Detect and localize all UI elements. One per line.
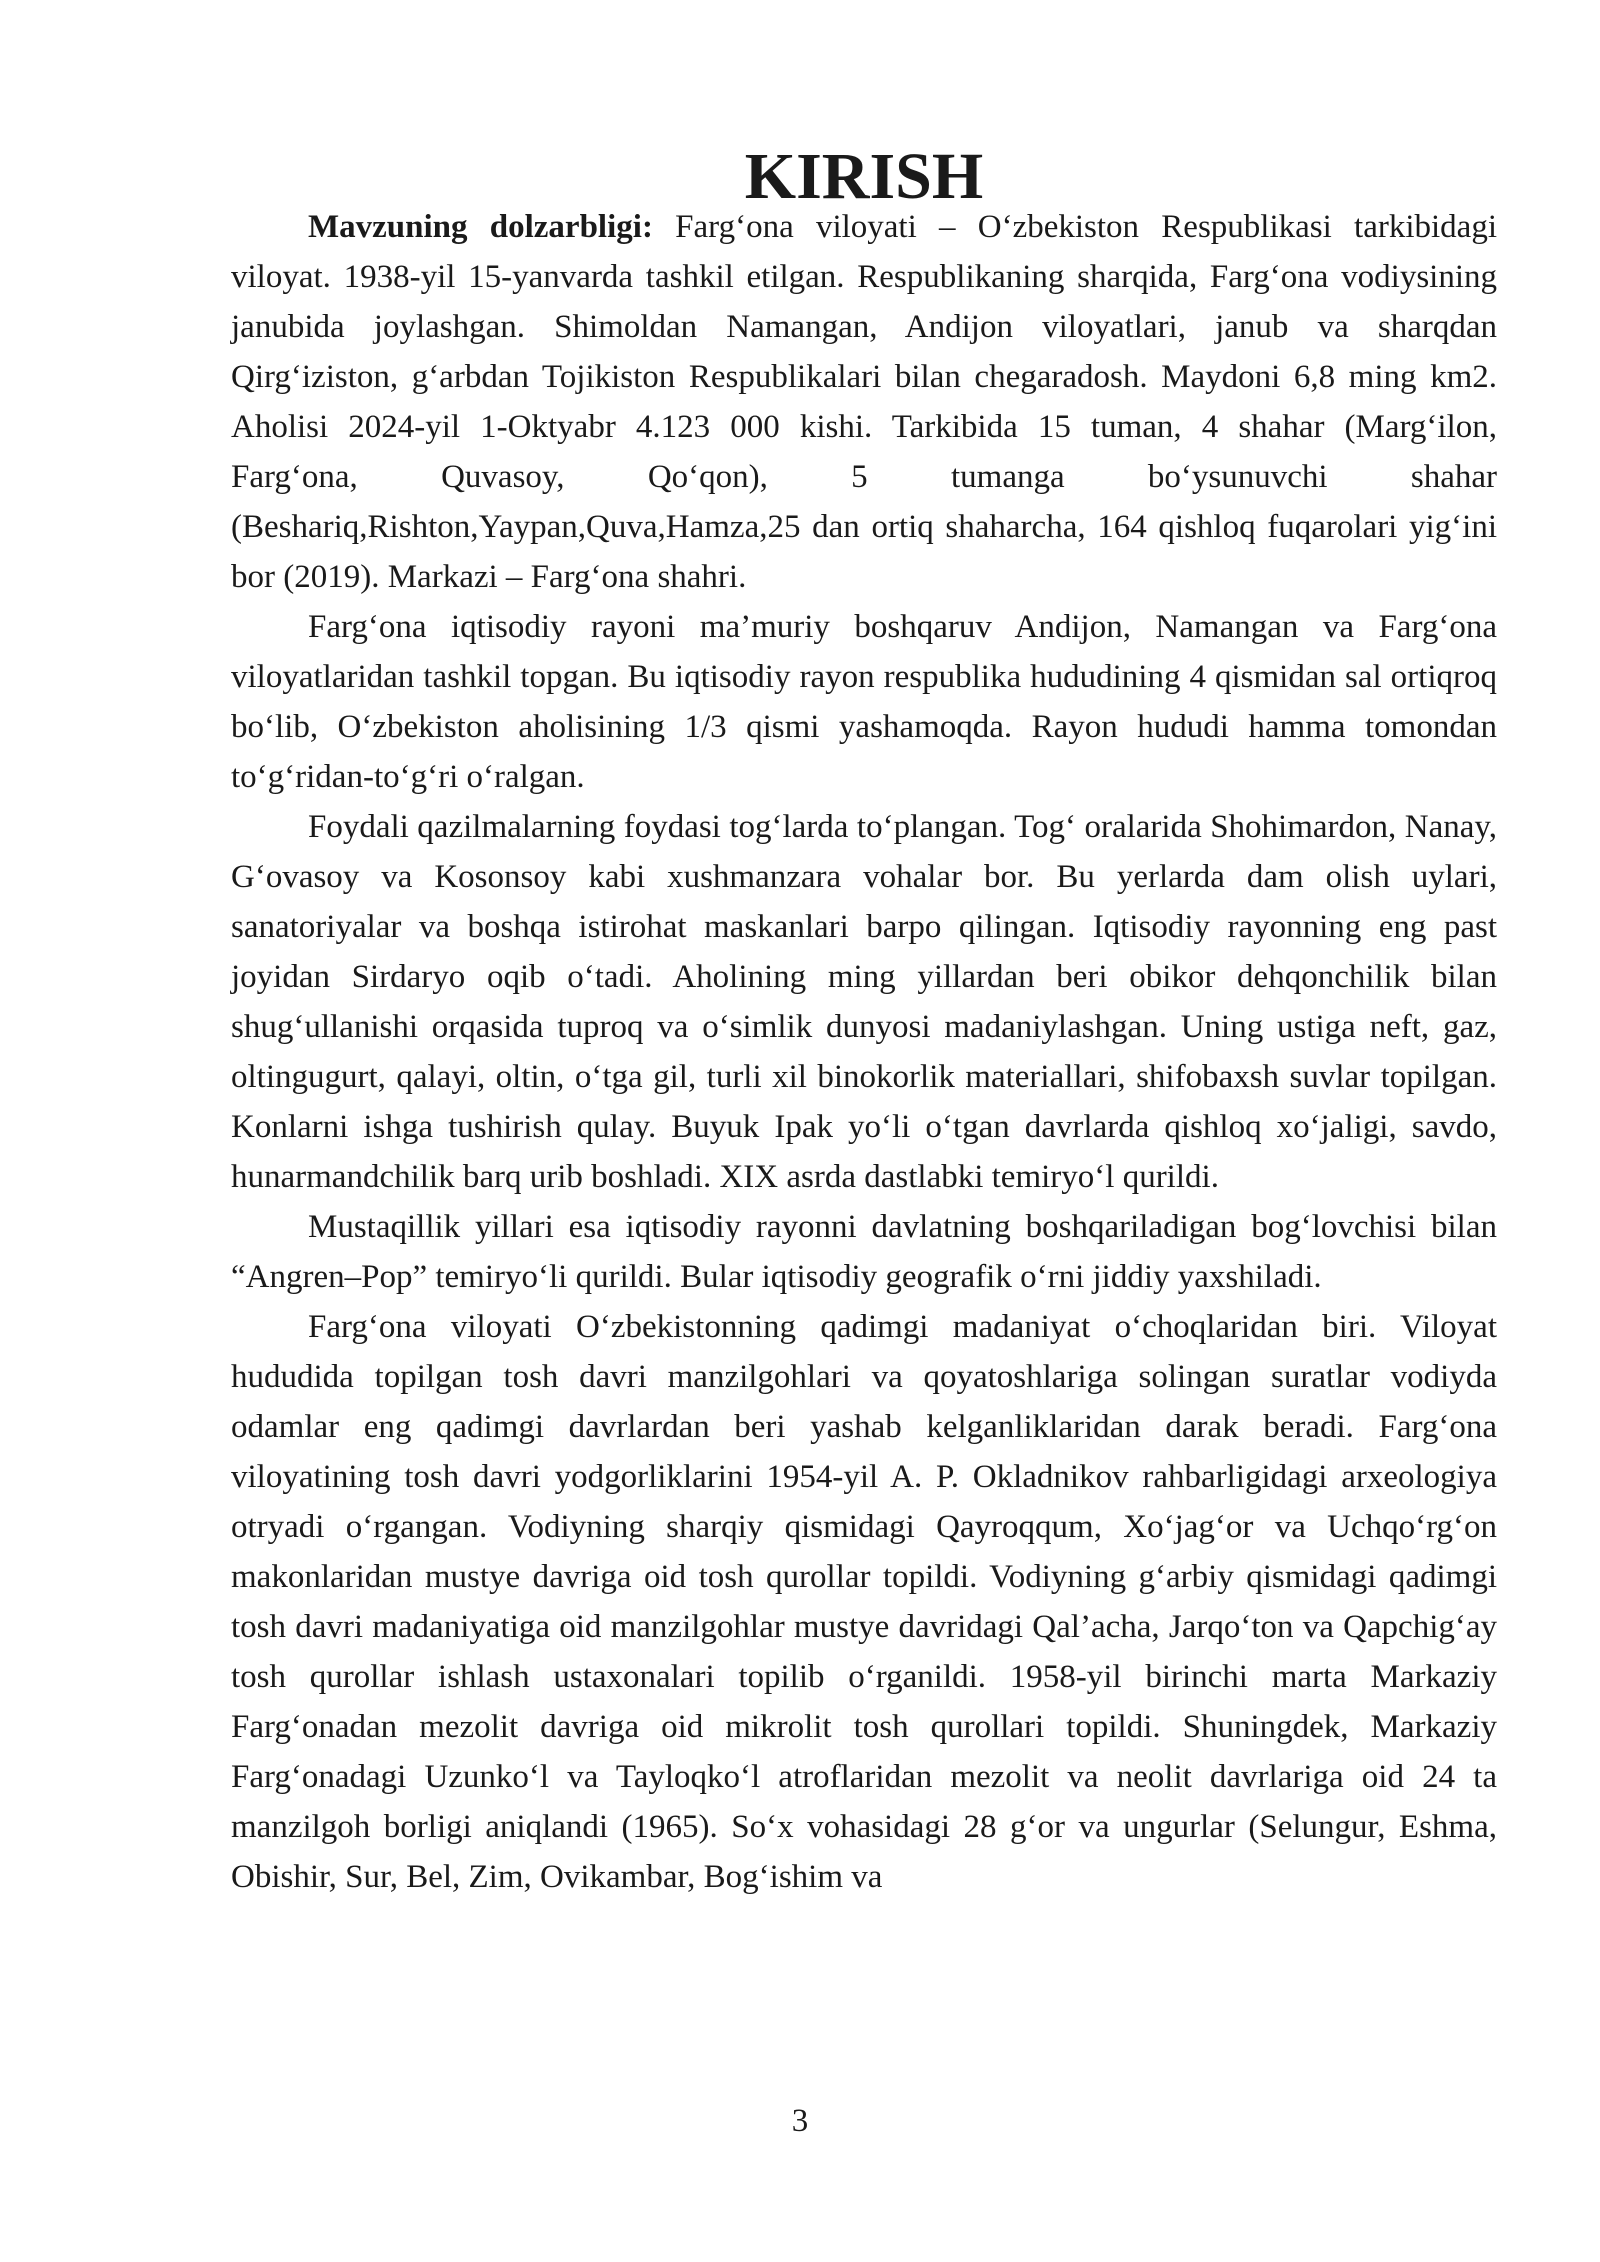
- paragraph-relevance: [231, 202, 1497, 602]
- paragraph-text: Farg‘ona viloyati – O‘zbekiston Respublikasi tarkibidagi viloyat. 1938-yil 15-yanvarda tashkil etilgan. Respublikaning sharqida, Farg‘ona vodiysining janubida joylashgan. Shimoldan Namangan, Andijon viloyatlari, janub va sharqdan Qirg‘iziston, g‘arbdan Tojikiston Respublikalari bilan chegaradosh. Maydoni 6,8 ming km2. Aholisi 2024-yil 1-Oktyabr 4.123 000 kishi. Tarkibida 15 tuman, 4 shahar (Marg‘ilon, Farg‘ona, Quvasoy, Qo‘qon), 5 tumanga bo‘ysunuvchi shahar (Beshariq,Rishton,Yaypan,Quva,Hamza,25 dan ortiq shaharcha, 164 qishloq fuqarolari yig‘ini bor (2019). Markazi – Farg‘ona shahri.: [231, 209, 1497, 595]
- document-body: [231, 140, 1497, 1902]
- paragraph-lead: Mavzuning dolzarbligi:: [308, 209, 653, 245]
- paragraph-economic-region: Farg‘ona iqtisodiy rayoni ma’muriy boshqaruv Andijon, Namangan va Farg‘ona viloyatlaridan tashkil topgan. Bu iqtisodiy rayon respublika hududining 4 qismidan sal ortiqroq bo‘lib, O‘zbekiston aholisining 1/3 qismi yashamoqda. Rayon hududi hamma tomondan to‘g‘ridan-to‘g‘ri o‘ralgan.: [231, 609, 1497, 795]
- page-number: 3: [791, 2103, 809, 2139]
- section-title: KIRISH: [744, 140, 984, 213]
- paragraph-independence: Mustaqillik yillari esa iqtisodiy rayonni davlatning boshqariladigan bog‘lovchisi bilan “Angren–Pop” temiryo‘li qurildi. Bular iqtisodiy geografik o‘rni jiddiy yaxshiladi.: [231, 1209, 1497, 1295]
- paragraph-minerals: Foydali qazilmalarning foydasi tog‘larda to‘plangan. Tog‘ oralarida Shohimardon, Nanay, G‘ovasoy va Kosonsoy kabi xushmanzara vohalar bor. Bu yerlarda dam olish uylari, sanatoriyalar va boshqa istirohat maskanlari barpo qilingan. Iqtisodiy rayonning eng past joyidan Sirdaryo oqib o‘tadi. Aholining ming yillardan beri obikor dehqonchilik bilan shug‘ullanishi orqasida tuproq va o‘simlik dunyosi madaniylashgan. Uning ustiga neft, gaz, oltingugurt, qalayi, oltin, o‘tga gil, turli xil binokorlik materiallari, shifobaxsh suvlar topilgan. Konlarni ishga tushirish qulay. Buyuk Ipak yo‘li o‘tgan davrlarda qishloq xo‘jaligi, savdo, hunarmandchilik barq urib boshladi. XIX asrda dastlabki temiryo‘l qurildi.: [231, 809, 1497, 1195]
- paragraph-history: Farg‘ona viloyati O‘zbekistonning qadimgi madaniyat o‘choqlaridan biri. Viloyat hududida topilgan tosh davri manzilgohlari va qoyatoshlariga solingan suratlar vodiyda odamlar eng qadimgi davrlardan beri yashab kelganliklaridan darak beradi. Farg‘ona viloyatining tosh davri yodgorliklarini 1954-yil A. P. Okladnikov rahbarligidagi arxeologiya otryadi o‘rgangan. Vodiyning sharqiy qismidagi Qayroqqum, Xo‘jag‘or va Uchqo‘rg‘on makonlaridan mustye davriga oid tosh qurollar topildi. Vodiyning g‘arbiy qismidagi qadimgi tosh davri madaniyatiga oid manzilgohlar mustye davridagi Qal’acha, Jarqo‘ton va Qapchig‘ay tosh qurollar ishlash ustaxonalari topilib o‘rganildi. 1958-yil birinchi marta Markaziy Farg‘onadan mezolit davriga oid mikrolit tosh qurollari topildi. Shuningdek, Markaziy Farg‘onadagi Uzunko‘l va Tayloqko‘l atroflaridan mezolit va neolit davrlariga oid 24 ta manzilgoh borligi aniqlandi (1965). So‘x vohasidagi 28 g‘or va ungurlar (Selungur, Eshma, Obishir, Sur, Bel, Zim, Ovikambar, Bog‘ishim va: [231, 1309, 1497, 1895]
